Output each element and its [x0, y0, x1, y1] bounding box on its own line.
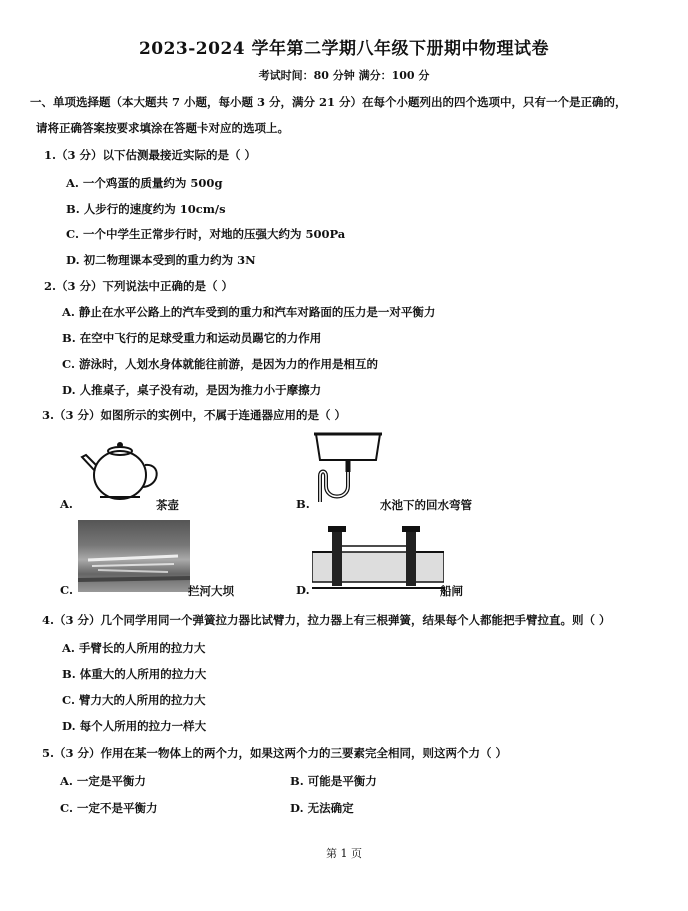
question-1-stem: 1.（3 分）以下估测最接近实际的是（ ） — [44, 148, 257, 162]
teapot-figure — [76, 435, 162, 505]
question-4-stem: 4.（3 分）几个同学用同一个弹簧拉力器比试臂力，拉力器上有三根弹簧，结果每个人都能把手臂拉直。则（ ） — [42, 613, 611, 627]
question-5-stem: 5.（3 分）作用在某一物体上的两个力，如果这两个力的三要素完全相同，则这两个力（ ） — [42, 746, 508, 760]
question-2-option-a: A. 静止在水平公路上的汽车受到的重力和汽车对路面的压力是一对平衡力 — [62, 305, 436, 319]
question-4-option-b: B. 体重大的人所用的拉力大 — [62, 667, 207, 681]
question-1-option-a: A. 一个鸡蛋的质量约为 500g — [66, 176, 223, 190]
question-1-option-c: C. 一个中学生正常步行时，对地的压强大约为 500Pa — [66, 227, 346, 241]
question-2-option-d: D. 人推桌子，桌子没有动，是因为推力小于摩擦力 — [62, 383, 322, 397]
section-instructions-line2: 请将正确答案按要求填涂在答题卡对应的选项上。 — [36, 121, 289, 135]
figure-c-caption: 拦河大坝 — [188, 584, 234, 598]
section-instructions-line1: 一、单项选择题（本大题共 7 小题，每小题 3 分，满分 21 分）在每个小题列出的四个选项中，只有一个是正确的， — [30, 95, 627, 109]
question-5-option-a: A. 一定是平衡力 — [60, 774, 146, 788]
figure-b-caption: 水池下的回水弯管 — [380, 498, 472, 512]
page-number: 第 1 页 — [326, 847, 362, 860]
question-1-option-b: B. 人步行的速度约为 10cm/s — [66, 202, 226, 216]
figure-b-letter: B. — [296, 497, 310, 511]
question-5-option-b: B. 可能是平衡力 — [290, 774, 377, 788]
figure-a-letter: A. — [60, 497, 73, 511]
figure-d-caption: 船闸 — [440, 584, 463, 598]
sink-trap-figure — [312, 430, 384, 506]
question-2-option-c: C. 游泳时，人划水身体就能往前游，是因为力的作用是相互的 — [62, 357, 378, 371]
question-5-option-d: D. 无法确定 — [290, 801, 354, 815]
question-4-option-d: D. 每个人所用的拉力一样大 — [62, 719, 207, 733]
exam-title: 2023-2024 学年第二学期八年级下册期中物理试卷 — [138, 39, 550, 59]
question-2-stem: 2.（3 分）下列说法中正确的是（ ） — [44, 279, 234, 293]
figure-d-letter: D. — [296, 583, 310, 597]
figure-a-caption: 茶壶 — [156, 498, 179, 512]
question-4-option-a: A. 手臂长的人所用的拉力大 — [62, 641, 206, 655]
dam-photo — [78, 520, 190, 592]
question-3-stem: 3.（3 分）如图所示的实例中，不属于连通器应用的是（ ） — [42, 408, 347, 422]
exam-meta: 考试时间：80 分钟 满分：100 分 — [258, 69, 430, 82]
figure-c-letter: C. — [60, 583, 73, 597]
ship-lock-figure — [312, 522, 444, 594]
question-2-option-b: B. 在空中飞行的足球受重力和运动员踢它的力作用 — [62, 331, 322, 345]
question-5-option-c: C. 一定不是平衡力 — [60, 801, 158, 815]
question-1-option-d: D. 初二物理课本受到的重力约为 3N — [66, 253, 256, 267]
question-4-option-c: C. 臂力大的人所用的拉力大 — [62, 693, 206, 707]
